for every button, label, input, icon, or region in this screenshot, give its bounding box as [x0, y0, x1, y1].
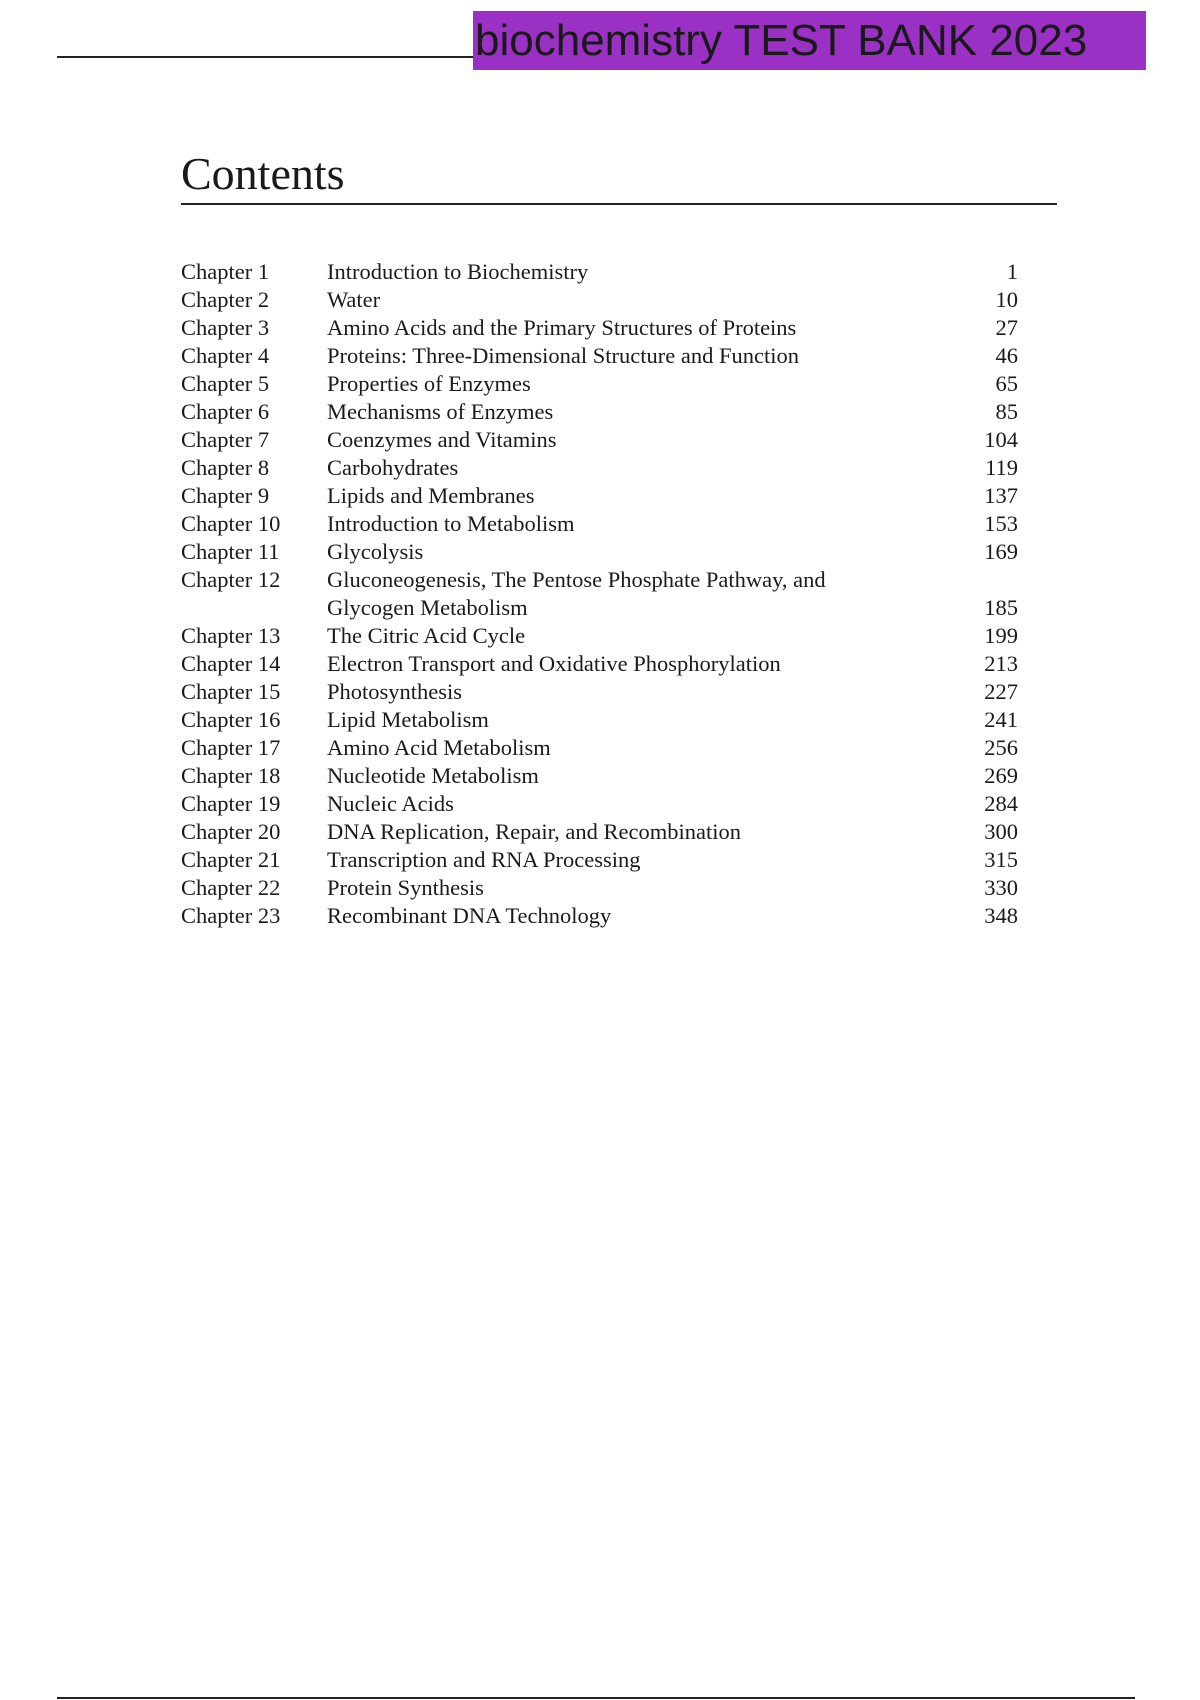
chapter-title: Introduction to Metabolism: [327, 511, 575, 536]
page-number: 269: [984, 763, 1018, 788]
chapter-label: Chapter 14: [181, 651, 281, 676]
toc-row-chapter-4[interactable]: [181, 342, 1018, 370]
toc-row-chapter-21[interactable]: [181, 846, 1018, 874]
chapter-label: Chapter 18: [181, 763, 281, 788]
toc-row-chapter-9[interactable]: [181, 482, 1018, 510]
chapter-title: DNA Replication, Repair, and Recombination: [327, 819, 742, 844]
toc-row-chapter-14[interactable]: [181, 650, 1018, 678]
page-number: 137: [984, 483, 1018, 508]
chapter-label: Chapter 10: [181, 511, 281, 536]
chapter-title: Carbohydrates: [327, 455, 459, 480]
page-number: 10: [995, 287, 1018, 312]
chapter-title: Amino Acid Metabolism: [327, 735, 551, 760]
toc-row-chapter-12[interactable]: [181, 566, 1018, 622]
toc-row-chapter-13[interactable]: [181, 622, 1018, 650]
chapter-label: Chapter 15: [181, 679, 281, 704]
chapter-label: Chapter 2: [181, 287, 270, 312]
page-title: Contents: [181, 148, 345, 199]
page-number: 213: [984, 651, 1018, 676]
toc-row-chapter-20[interactable]: [181, 818, 1018, 846]
page-number: 65: [995, 371, 1018, 396]
chapter-label: Chapter 8: [181, 455, 270, 480]
banner-title: biochemistry TEST BANK 2023: [473, 11, 1146, 70]
chapter-title: Properties of Enzymes: [327, 371, 531, 396]
chapter-title: Coenzymes and Vitamins: [327, 427, 557, 452]
toc-row-chapter-6[interactable]: [181, 398, 1018, 426]
toc-row-chapter-2[interactable]: [181, 286, 1018, 314]
page-number: 1: [1006, 259, 1018, 284]
toc-row-chapter-22[interactable]: [181, 874, 1018, 902]
chapter-title: Mechanisms of Enzymes: [327, 399, 554, 424]
chapter-label: Chapter 1: [181, 259, 270, 284]
page-number: 169: [984, 539, 1018, 564]
toc-row-chapter-23[interactable]: [181, 902, 1018, 930]
page-number: 330: [984, 875, 1018, 900]
chapter-label: Chapter 9: [181, 483, 270, 508]
chapter-label: Chapter 6: [181, 399, 270, 424]
chapter-label: Chapter 19: [181, 791, 281, 816]
toc-row-chapter-11[interactable]: [181, 538, 1018, 566]
toc-row-chapter-19[interactable]: [181, 790, 1018, 818]
toc-row-chapter-7[interactable]: [181, 426, 1018, 454]
page-number: 199: [984, 623, 1018, 648]
page-number: 119: [985, 455, 1018, 480]
page-number: 241: [984, 707, 1018, 732]
header-rule: [57, 56, 477, 58]
chapter-title: Transcription and RNA Processing: [327, 847, 641, 872]
chapter-title: Introduction to Biochemistry: [327, 259, 589, 284]
page-number: 185: [984, 595, 1018, 620]
chapter-label: Chapter 17: [181, 735, 281, 760]
chapter-title: Recombinant DNA Technology: [327, 903, 612, 928]
page-number: 27: [995, 315, 1018, 340]
toc-row-chapter-3[interactable]: [181, 314, 1018, 342]
chapter-title: Water: [327, 287, 381, 312]
page-number: 227: [984, 679, 1018, 704]
title-underline: [181, 203, 1057, 205]
chapter-label: Chapter 7: [181, 427, 270, 452]
chapter-title: Protein Synthesis: [327, 875, 484, 900]
chapter-title: Gluconeogenesis, The Pentose Phosphate Pathway, and Glycogen Metabolism: [327, 567, 826, 620]
chapter-label: Chapter 12: [181, 567, 281, 592]
page-number: 153: [984, 511, 1018, 536]
footer-rule: [57, 1697, 1135, 1699]
chapter-title: Lipids and Membranes: [327, 483, 535, 508]
page-number: 284: [984, 791, 1018, 816]
page-number: 315: [984, 847, 1018, 872]
page-number: 104: [984, 427, 1018, 452]
chapter-label: Chapter 4: [181, 343, 270, 368]
toc-row-chapter-16[interactable]: [181, 706, 1018, 734]
chapter-title: Photosynthesis: [327, 679, 463, 704]
toc-row-chapter-1[interactable]: [181, 258, 1018, 286]
chapter-title: Glycolysis: [327, 539, 424, 564]
chapter-label: Chapter 21: [181, 847, 281, 872]
toc-row-chapter-5[interactable]: [181, 370, 1018, 398]
toc-row-chapter-15[interactable]: [181, 678, 1018, 706]
chapter-label: Chapter 5: [181, 371, 270, 396]
chapter-label: Chapter 11: [181, 539, 280, 564]
toc-row-chapter-8[interactable]: [181, 454, 1018, 482]
chapter-label: Chapter 20: [181, 819, 281, 844]
page-number: 85: [995, 399, 1018, 424]
chapter-label: Chapter 16: [181, 707, 281, 732]
chapter-label: Chapter 22: [181, 875, 281, 900]
page-number: 348: [984, 903, 1018, 928]
chapter-title: The Citric Acid Cycle: [327, 623, 526, 648]
chapter-title: Electron Transport and Oxidative Phosphorylation: [327, 651, 781, 676]
toc-row-chapter-10[interactable]: [181, 510, 1018, 538]
toc-row-chapter-17[interactable]: [181, 734, 1018, 762]
page-number: 300: [984, 819, 1018, 844]
chapter-label: Chapter 3: [181, 315, 270, 340]
chapter-title: Amino Acids and the Primary Structures of Proteins: [327, 315, 797, 340]
chapter-label: Chapter 23: [181, 903, 281, 928]
chapter-title: Nucleic Acids: [327, 791, 454, 816]
toc-row-chapter-18[interactable]: [181, 762, 1018, 790]
chapter-title: Lipid Metabolism: [327, 707, 489, 732]
page-number: 46: [995, 343, 1018, 368]
page-number: 256: [984, 735, 1018, 760]
chapter-label: Chapter 13: [181, 623, 281, 648]
table-of-contents: [181, 258, 1018, 930]
chapter-title: Proteins: Three-Dimensional Structure and Function: [327, 343, 799, 368]
chapter-title: Nucleotide Metabolism: [327, 763, 539, 788]
